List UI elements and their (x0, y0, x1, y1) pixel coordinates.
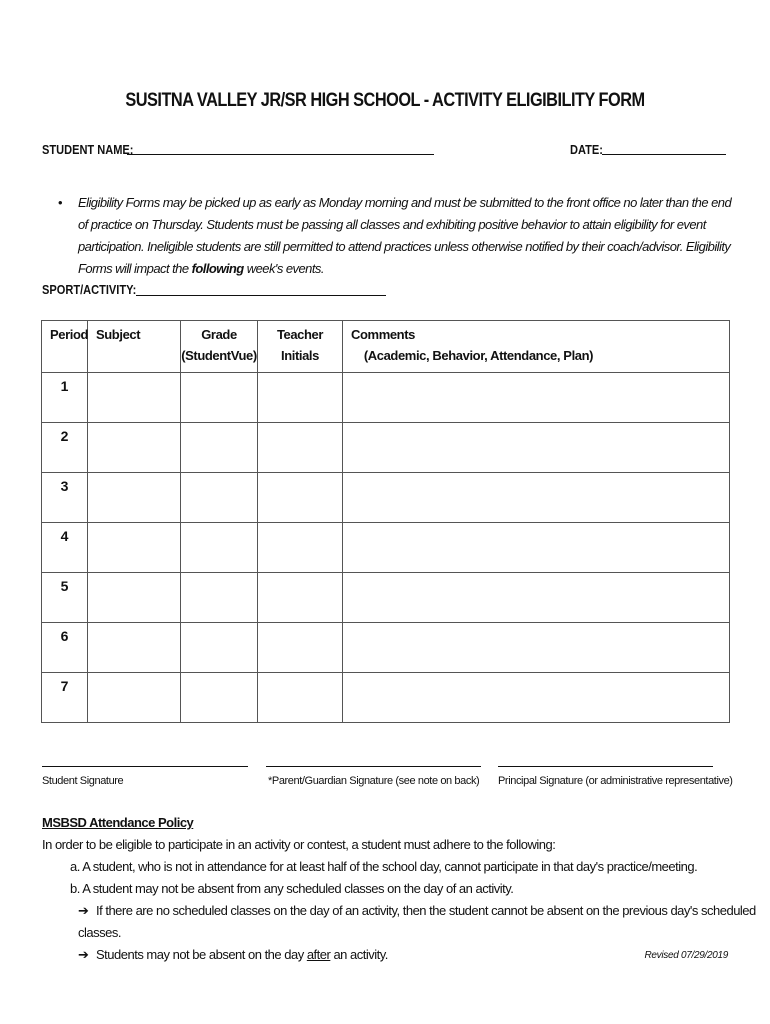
teacher-initials-cell[interactable] (258, 473, 343, 523)
grade-cell[interactable] (181, 473, 258, 523)
revised-date: Revised 07/29/2019 (644, 950, 728, 961)
period-number: 4 (42, 523, 88, 573)
grade-cell[interactable] (181, 573, 258, 623)
comments-cell[interactable] (343, 573, 730, 623)
comments-cell[interactable] (343, 473, 730, 523)
sport-field[interactable] (136, 284, 386, 296)
table-row (42, 473, 730, 523)
date-label: DATE: (570, 142, 603, 157)
instructions-bullet (58, 192, 738, 280)
table-row (42, 373, 730, 423)
header-teacher-initials: Teacher Initials (258, 321, 343, 373)
policy-item-b: b. A student may not be absent from any scheduled classes on the day of an activity. (70, 881, 514, 896)
table-row (42, 673, 730, 723)
sport-label: SPORT/ACTIVITY: (42, 282, 137, 297)
teacher-initials-cell[interactable] (258, 373, 343, 423)
parent-signature-label: *Parent/Guardian Signature (see note on back) (268, 775, 480, 787)
grade-cell[interactable] (181, 623, 258, 673)
student-name-label: STUDENT NAME: (42, 142, 134, 157)
arrow-right-icon: ➔ (78, 947, 89, 962)
header-period: Period (42, 321, 88, 373)
comments-cell[interactable] (343, 523, 730, 573)
teacher-initials-cell[interactable] (258, 623, 343, 673)
period-number: 5 (42, 573, 88, 623)
table-row (42, 523, 730, 573)
eligibility-table (41, 320, 730, 723)
attendance-policy (42, 812, 770, 966)
student-signature-label: Student Signature (42, 775, 124, 787)
period-number: 2 (42, 423, 88, 473)
teacher-initials-cell[interactable] (258, 523, 343, 573)
comments-cell[interactable] (343, 423, 730, 473)
table-row (42, 573, 730, 623)
comments-cell[interactable] (343, 373, 730, 423)
grade-cell[interactable] (181, 673, 258, 723)
table-row (42, 623, 730, 673)
period-number: 1 (42, 373, 88, 423)
parent-signature-line[interactable] (266, 766, 481, 767)
policy-item-a: a. A student, who is not in attendance for at least half of the school day, cannot participate in that day's practice/meeting. (70, 859, 698, 874)
student-name-field[interactable] (127, 143, 434, 155)
subject-cell[interactable] (88, 523, 181, 573)
principal-signature-line[interactable] (498, 766, 713, 767)
subject-cell[interactable] (88, 473, 181, 523)
subject-cell[interactable] (88, 373, 181, 423)
period-number: 6 (42, 623, 88, 673)
header-comments: Comments (Academic, Behavior, Attendance, Plan) (343, 321, 730, 373)
header-grade: Grade (StudentVue) (181, 321, 258, 373)
comments-cell[interactable] (343, 623, 730, 673)
grade-cell[interactable] (181, 373, 258, 423)
table-header-row (42, 321, 730, 373)
arrow-right-icon: ➔ (78, 903, 89, 918)
form-title: SUSITNA VALLEY JR/SR HIGH SCHOOL - ACTIVITY ELIGIBILITY FORM (125, 90, 645, 111)
period-number: 7 (42, 673, 88, 723)
teacher-initials-cell[interactable] (258, 573, 343, 623)
comments-cell[interactable] (343, 673, 730, 723)
subject-cell[interactable] (88, 423, 181, 473)
period-number: 3 (42, 473, 88, 523)
policy-arrow-item: ➔ Students may not be absent on the day after an activity. (42, 944, 770, 966)
bullet-dot-icon: • (58, 195, 63, 210)
grade-cell[interactable] (181, 523, 258, 573)
principal-signature-label: Principal Signature (or administrative representative) (498, 775, 733, 787)
instructions-text: Eligibility Forms may be picked up as early as Monday morning and must be submitted to the front office no later than the end of practice on Thursday. Students must be passing all classes and exhibiting positive behavior to attain eligibility for event participation. Ineligible students are still permitted to attend practices unless otherwise notified by their coach/advisor. Eligibility Forms will impact the following week's events. (78, 195, 732, 276)
table-row (42, 423, 730, 473)
teacher-initials-cell[interactable] (258, 423, 343, 473)
subject-cell[interactable] (88, 623, 181, 673)
policy-arrow-item: ➔ If there are no scheduled classes on the day of an activity, then the student cannot be absent on the previous day's scheduled classes. (42, 900, 770, 944)
subject-cell[interactable] (88, 573, 181, 623)
header-subject: Subject (88, 321, 181, 373)
policy-intro: In order to be eligible to participate in an activity or contest, a student must adhere to the following: (42, 837, 556, 852)
grade-cell[interactable] (181, 423, 258, 473)
teacher-initials-cell[interactable] (258, 673, 343, 723)
policy-heading: MSBSD Attendance Policy (42, 815, 194, 830)
student-signature-line[interactable] (42, 766, 248, 767)
date-field[interactable] (602, 143, 726, 155)
subject-cell[interactable] (88, 673, 181, 723)
